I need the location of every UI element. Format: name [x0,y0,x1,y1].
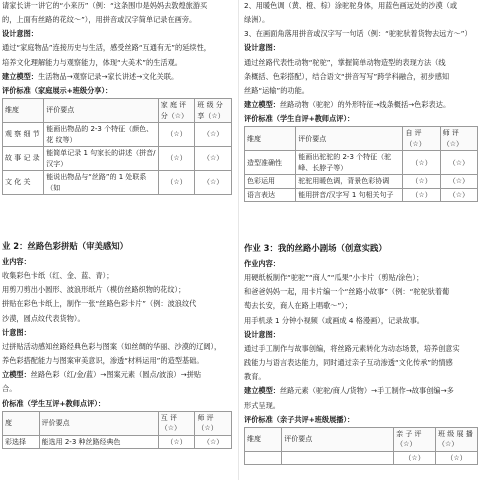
model-text: 生活物品→观察记录→家长讲述→文化关联。 [37,71,179,81]
table-cell: 驼驼用暖色调，背景色彩协调 [296,175,403,189]
table-cell: （☆） [195,435,232,449]
design-line: 教育。 [244,372,266,382]
table-header: 班 级 展 播（☆） [436,427,478,451]
design-title: 计意图： [2,327,31,337]
table-header: 评价要点 [44,99,159,123]
model-label: 建立模型： [244,386,280,396]
model-line [2,369,232,380]
intro-line: 请家长讲一讲它的“小来历”（例：“这条围巾是妈妈去敦煌旅游买 [2,1,208,10]
design-line: 践能力与语言表达能力，同时通过亲子互动渗透“文化传承”的情感 [244,358,453,368]
table-cell [245,451,282,465]
table-cell: 能简单记录 1 句家长的讲述（拼音/ 汉字） [44,147,159,171]
eval-table [244,427,478,466]
table-header: 自 评（☆） [403,127,440,151]
content-title: 作业内容： [244,259,280,269]
table-row [3,147,232,171]
table-header: 班 级 分 享（☆） [195,99,232,123]
table-header: 亲 子 评（☆） [394,427,436,451]
table-header: 维度 [245,127,296,151]
content-item: 用剪刀剪出小圆形、波浪形纸片（模仿丝路织物的花纹）； [2,285,186,295]
content-item: 和爸爸妈妈一起，用卡片编一个“丝路小故事”（例：“驼驼驮着葡 [244,287,450,297]
eval-title: 评价标准（家庭展示+班级分享）： [2,85,113,95]
content-item: 收集彩色卡纸（红、金、蓝、青）； [2,271,114,281]
design-line: 过拼贴活动感知丝路经典色彩与图案（如丝绸的华丽、沙漠的辽阔）， [2,341,222,351]
table-cell: （☆） [195,147,232,171]
table-cell: （☆） [440,151,477,175]
content-item: 沙漠，圆点纹代表货物）。 [2,313,85,323]
table-cell: （☆） [195,123,232,147]
table-cell: （☆） [158,171,195,195]
quadrant-family-item [2,0,232,232]
model-label: 立模型： [2,370,31,380]
table-cell: （☆） [403,188,440,202]
table-header: 度 [3,411,40,435]
design-title: 设计意图： [244,329,280,339]
table-row [3,171,232,195]
model-label: 建立模型： [244,100,280,110]
design-line: 通过手工制作与故事创编，将丝路元素转化为动态场景，培养创意实 [244,343,460,353]
design-title: 设计意图： [244,43,280,53]
content-item: 拼贴在彩色卡纸上，制作一张“丝路色彩卡片”（例：波浪纹代 [2,299,197,309]
content-item: 用硬纸板制作“驼驼”“商人”“瓜果”小卡片（剪贴/涂色）； [244,273,424,283]
table-cell: 能画出驼驼的 2-3 个特征（驼峰、长脖子等） [296,151,403,175]
table-cell: 故 事 记 录 [3,147,44,171]
table-header-row [245,127,478,151]
table-cell [282,451,394,465]
design-line: 条概括、色彩搭配），结合语文“拼音写写”跨学科融合，初步感知 [244,71,450,81]
table-cell: 彩选择 [3,435,40,449]
design-line: 养色彩搭配能力与图案审美意识，渗透“材料运用”的造型基础。 [2,356,204,366]
table-row [245,175,478,189]
section-title: 业 2：丝路色彩拼贴（审美感知） [2,241,128,251]
table-cell: （☆） [403,175,440,189]
table-cell: （☆） [158,435,195,449]
content-item: 用手机录 1 分钟小视频（或画成 4 格漫画），记录故事。 [244,315,424,325]
intro-line: 绿洲）。 [244,15,270,25]
table-row [3,435,232,449]
section-title: 作业 3：我的丝路小剧场（创意实践） [244,243,387,253]
intro-line: 的，上面有丝路的花纹～”），用拼音或汉字简单记录在画旁。 [2,15,197,25]
table-row [245,151,478,175]
table-cell: 能选用 2-3 种丝路经典色 [39,435,158,449]
table-header: 师 评（☆） [195,411,232,435]
column-divider [238,0,239,480]
design-line: 通过“家庭物品”连接历史与生活，感受丝路“互通有无”的延续性， [2,43,211,53]
design-line: 培养文化理解能力与观察能力，体现“大美术”的生活观。 [2,57,182,67]
table-cell: 色彩运用 [245,175,296,189]
quadrant-mini-theatre [244,240,478,480]
model-line [244,385,478,396]
eval-title: 价标准（学生互评+教师点评）： [2,398,106,408]
table-cell: （☆） [394,451,436,465]
table-row [245,188,478,202]
table-header: 互 评（☆） [158,411,195,435]
table-header: 评价要点 [282,427,394,451]
model-text: 丝路动物（驼驼）的外形特征→线条概括→色彩表达。 [279,100,451,110]
table-cell: 观 察 细 节 [3,123,44,147]
content-title: 业内容： [2,257,31,267]
table-cell: 语言表达 [245,188,296,202]
eval-title: 评价标准（学生自评+教师点评）： [244,114,355,124]
table-header: 评价要点 [39,411,158,435]
intro-line: 2、用暖色调（黄、橙、棕）涂驼驼身体，用蓝色画远处的沙漠（或 [244,1,458,10]
table-row [3,123,232,147]
table-cell: （☆） [158,123,195,147]
table-header: 维度 [245,427,282,451]
eval-table [2,411,232,450]
eval-table [2,98,232,195]
model-label: 建立模型： [2,71,38,81]
table-header: 家 庭 评 分（☆） [158,99,195,123]
table-header-row [3,411,232,435]
design-title: 设计意图： [2,29,38,39]
table-cell: （☆） [403,151,440,175]
table-cell: （☆） [158,147,195,171]
table-cell: （☆） [440,188,477,202]
model-text: 丝路色彩（红/金/蓝）→图案元素（圆点/波浪）→拼贴 [30,370,202,380]
table-cell: 造型准确性 [245,151,296,175]
quadrant-camel-drawing [244,0,478,236]
table-header: 师 评（☆） [440,127,477,151]
table-cell: （☆） [195,171,232,195]
eval-table [244,126,478,202]
table-header: 评价要点 [296,127,403,151]
table-cell: 能用拼音/汉字写 1 句相关句子 [296,188,403,202]
table-cell: 能说出物品与“丝路”的 1 处联系（如 [44,171,159,195]
table-header-row [245,427,478,451]
model-line [244,99,478,110]
intro-line: 3、在画面角落用拼音或汉字写一句话（例：“驼驼驮着货物去远方～”） [244,29,472,39]
table-cell: （☆） [440,175,477,189]
table-cell: （☆） [436,451,478,465]
eval-title: 评价标准（亲子共评+班级展播）： [244,414,355,424]
table-row [245,451,478,465]
design-line: 丝路“运输”的功能。 [244,85,309,95]
table-cell: 文 化 关 [3,171,44,195]
design-line: 通过丝路代表性动物“驼驼”，掌握简单动物造型的表现方法（线 [244,57,446,67]
table-cell: 能画出物品的 2-3 个特征（颜色、花 纹等） [44,123,159,147]
model-line [2,71,232,82]
content-item: 萄去长安，商人在路上唱歌～”）； [244,301,352,311]
model-line-cont: 合。 [2,384,17,394]
table-header-row [3,99,232,123]
model-line-cont: 形式呈现。 [244,400,280,410]
table-header: 维度 [3,99,44,123]
model-text: 丝路元素（驼驼/商人/货物）→手工制作→故事创编→多 [279,386,454,396]
quadrant-color-collage [2,238,232,480]
